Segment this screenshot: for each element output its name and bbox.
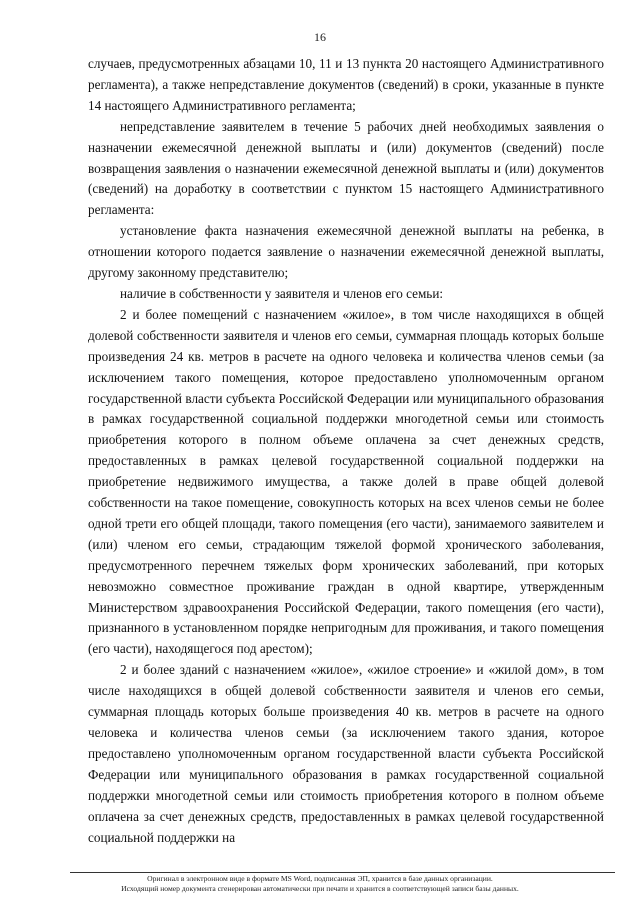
footer-line: Оригинал в электронном виде в формате MS Word, подписанная ЭП, хранится в базе данных организации.	[147, 874, 493, 883]
paragraph: 2 и более помещений с назначением «жилое», в том числе находящихся в общей долевой собственности заявителя и членов его семьи, суммарная площадь которых больше произведения 24 кв. метров в расчете на одного человека и количества членов семьи (за исключением такого помещения, которое предоставлено уполномоченным органом государственной власти субъекта Российской Федерации или муниципального образования в рамках государственной социальной поддержки многодетной семьи или стоимость приобретения которого в полном объеме оплачена за счет денежных средств, предоставленных в рамках целевой государственной социальной поддержки на приобретение недвижимого имущества, а также долей в праве общей долевой собственности на такое помещение, совокупность которых на всех членов семьи не более одной трети его общей площади, такого помещения (его части), занимаемого заявителем и (или) членом его семьи, страдающим тяжелой формой хронического заболевания, предусмотренного перечнем тяжелых форм хронических заболеваний, при которых невозможно совместное проживание граждан в одной квартире, утвержденным Министерством здравоохранения Российской Федерации, такого помещения (его части), признанного в установленном порядке непригодным для проживания, и такого помещения (его части), находящегося под арестом);	[88, 306, 604, 657]
paragraph: наличие в собственности у заявителя и членов его семьи:	[120, 285, 444, 301]
footer-divider	[70, 872, 615, 873]
document-body	[88, 54, 604, 848]
footer-note	[0, 874, 640, 894]
paragraph: 2 и более зданий с назначением «жилое», «жилое строение» и «жилой дом», в том числе находящихся в общей долевой собственности заявителя и членов его семьи, суммарная площадь которых больше произведения 40 кв. метров в расчете на одного человека и количества членов семьи (за исключением такого здания, которое предоставлено уполномоченным органом государственной власти субъекта Российской Федерации или муниципального образования в рамках государственной социальной поддержки многодетной семьи или стоимость приобретения которого в полном объеме оплачена за счет денежных средств, предоставленных в рамках целевой государственной социальной поддержки на	[88, 662, 604, 845]
paragraph: случаев, предусмотренных абзацами 10, 11 и 13 пункта 20 настоящего Административного регламента), а также непредставление документов (сведений) в сроки, указанные в пункте 14 настоящего Административного регламента;	[88, 56, 604, 113]
paragraph: установление факта назначения ежемесячной денежной выплаты на ребенка, в отношении которого подается заявление о назначении ежемесячной денежной выплаты, другому законному представителю;	[88, 223, 604, 281]
footer-line: Исходящий номер документа сгенерирован автоматически при печати и хранится в соответствующей записи базы данных.	[121, 884, 519, 893]
page-number: 16	[314, 30, 326, 44]
paragraph: непредставление заявителем в течение 5 рабочих дней необходимых заявления о назначении ежемесячной денежной выплаты и (или) документов (сведений) после возвращения заявления о назначении ежемесячной денежной выплаты и (или) документов (сведений) на доработку в соответствии с пунктом 15 настоящего Административного регламента:	[88, 118, 604, 218]
